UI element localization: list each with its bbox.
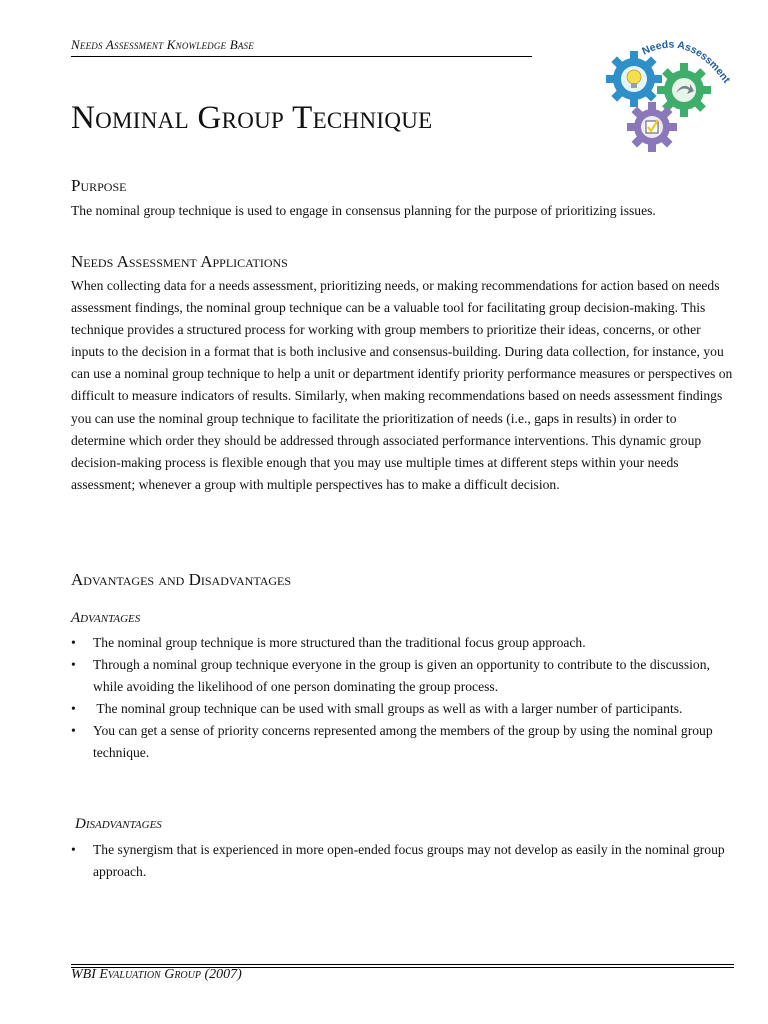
advantages-subheading: Advantages — [71, 610, 141, 626]
footer — [71, 967, 242, 983]
list-item: • Through a nominal group technique everyone in the group is given an opportunity to contribute to the discussion, while avoiding the likelihood of one person dominating the group process. — [71, 654, 733, 698]
blue-gear-icon — [606, 51, 662, 107]
bullet-icon: • — [71, 635, 76, 650]
disadvantages-subheading: Disadvantages — [75, 816, 162, 832]
applications-text: When collecting data for a needs assessment, prioritizing needs, or making recommendations for action based on needs assessment findings, the nominal group technique can be a valuable tool for facilitating group decision-making. This technique provides a structured process for working with group members to prioritize their ideas, concerns, or other inputs to the decision in a format that is both inclusive and consensus-building. During data collection, for instance, you can use a nominal group technique to help a unit or department identify priority performance measures or perspectives on difficult to measure indicators of results. Similarly, when making recommendations based on needs assessment findings you can use the nominal group technique to facilitate the prioritization of needs (i.e., gaps in results) in order to determine which order they should be addressed through associated performance interventions. This dynamic group decision-making process is flexible enough that you may use multiple times at different steps within your needs assessment; whenever a group with multiple perspectives has to make a difficult decision. — [71, 278, 733, 492]
list-item: • The nominal group technique can be used with small groups as well as with a larger number of participants. — [71, 698, 733, 720]
list-item: • The synergism that is experienced in more open-ended focus groups may not develop as easily in the nominal group approach. — [71, 839, 733, 883]
bullet-icon: • — [71, 701, 76, 717]
applications-heading: Needs Assessment Applications — [71, 252, 288, 271]
advantages-list — [71, 632, 733, 765]
footer-year: (2007) — [200, 967, 242, 982]
purpose-heading: Purpose — [71, 176, 127, 195]
logo-text: Needs Assessment — [640, 38, 733, 86]
list-item: • You can get a sense of priority concerns represented among the members of the group by using the nominal group technique. — [71, 720, 733, 764]
purple-gear-icon — [627, 102, 677, 152]
footer-rule — [71, 964, 734, 965]
needs-assessment-logo — [604, 33, 738, 157]
running-header: Needs Assessment Knowledge Base — [71, 37, 254, 52]
page-title: Nominal Group Technique — [71, 100, 433, 136]
list-item: • The nominal group technique is more structured than the traditional focus group approach. — [71, 632, 733, 654]
checkbox-icon — [646, 120, 658, 133]
disadvantages-list — [71, 839, 733, 883]
bullet-icon: • — [71, 723, 76, 739]
bullet-icon: • — [71, 842, 76, 857]
header-rule — [71, 56, 532, 57]
advantages-disadvantages-heading: Advantages and Disadvantages — [71, 570, 292, 589]
bullet-icon: • — [71, 657, 76, 673]
footer-org: WBI Evaluation Group — [71, 967, 201, 982]
purpose-text: The nominal group technique is used to engage in consensus planning for the purpose of prioritizing issues. — [71, 203, 656, 218]
